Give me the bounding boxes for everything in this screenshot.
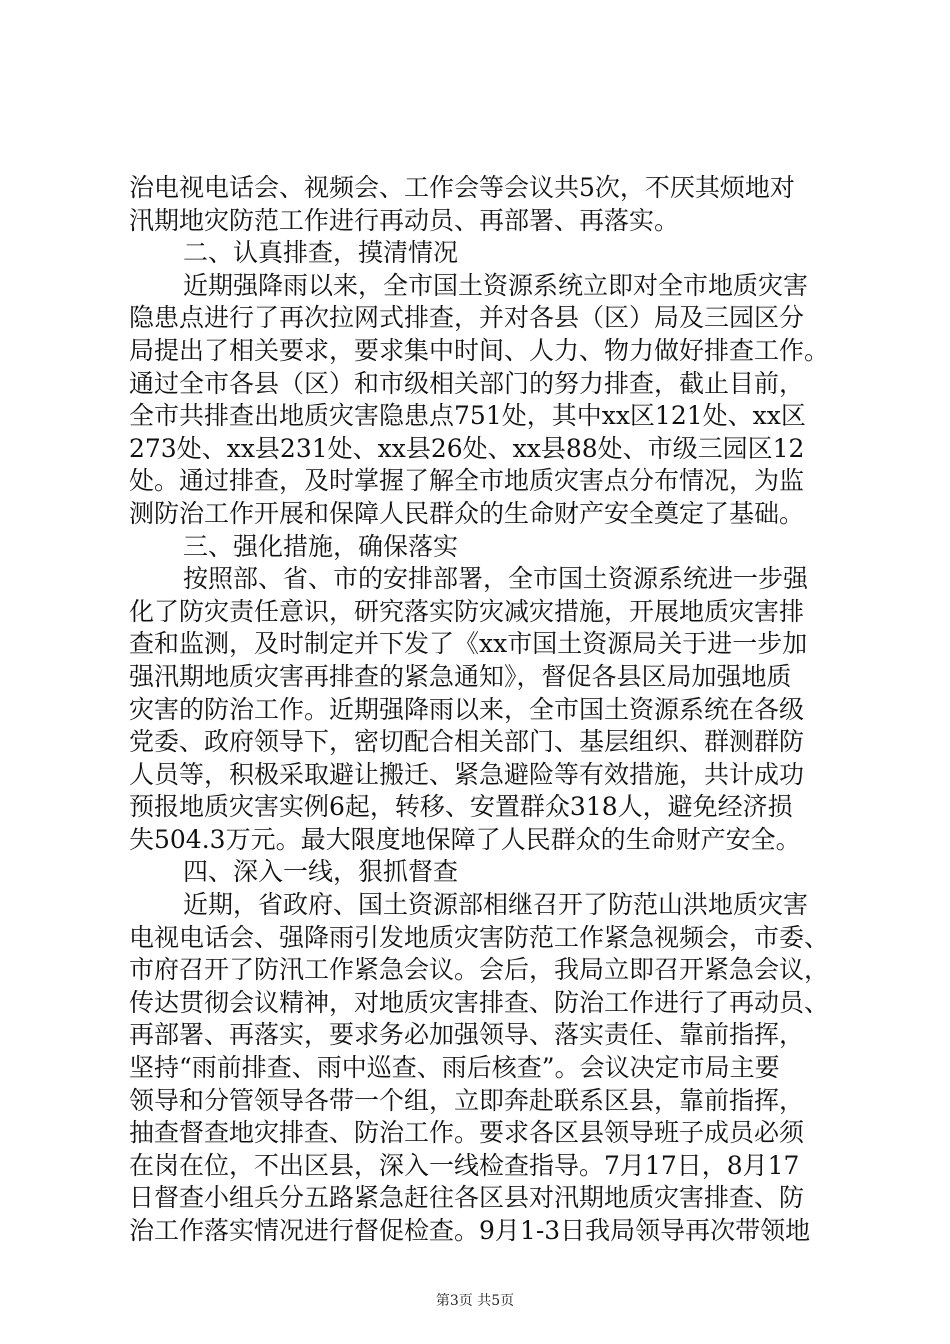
text-line: 通过全市各县（区）和市级相关部门的努力排查，截止目前，	[129, 368, 805, 398]
text-line: 查和监测，及时制定并下发了《xx市国土资源局关于进一步加	[129, 629, 808, 659]
text-line: 坚持“雨前排查、雨中巡查、雨后核查”。会议决定市局主要	[129, 1053, 780, 1083]
text-line: 人员等，积极采取避让搬迁、紧急避险等有效措施，共计成功	[129, 759, 805, 789]
text-line: 化了防灾责任意识，研究落实防灾减灾措施，开展地质灾害排	[129, 596, 805, 626]
text-line: 治电视电话会、视频会、工作会等会议共5次，不厌其烦地对	[129, 173, 795, 202]
page-footer: 第3页 共5页	[435, 1293, 515, 1309]
document-body	[129, 172, 834, 1248]
text-line: 局提出了相关要求，要求集中时间、人力、物力做好排查工作。	[129, 335, 830, 365]
text-line: 领导和分管领导各带一个组，立即奔赴联系区县，靠前指挥，	[129, 1085, 805, 1115]
text-line: 近期强降雨以来，全市国土资源系统立即对全市地质灾害	[183, 270, 809, 300]
text-line: 三、强化措施，确保落实	[183, 531, 459, 561]
text-line: 处。通过排查，及时掌握了解全市地质灾害点分布情况，为监	[129, 466, 805, 496]
text-line: 在岗在位，不出区县，深入一线检查指导。7月17日，8月17	[129, 1150, 800, 1180]
text-line: 电视电话会、强降雨引发地质灾害防范工作紧急视频会，市委、	[129, 922, 830, 952]
text-line: 党委、政府领导下，密切配合相关部门、基层组织、群测群防	[129, 727, 805, 757]
text-line: 抽查督查地灾排查、防治工作。要求各区县领导班子成员必须	[129, 1118, 805, 1148]
text-line: 预报地质灾害实例6起，转移、安置群众318人，避免经济损	[129, 792, 793, 822]
text-line: 灾害的防治工作。近期强降雨以来，全市国土资源系统在各级	[129, 694, 805, 724]
text-line: 隐患点进行了再次拉网式排查，并对各县（区）局及三园区分	[129, 303, 805, 333]
text-line: 测防治工作开展和保障人民群众的生命财产安全奠定了基础。	[129, 498, 805, 528]
text-line: 四、深入一线，狠抓督查	[183, 857, 459, 887]
text-line: 全市共排查出地质灾害隐患点751处，其中xx区121处、xx区	[129, 401, 806, 431]
text-line: 按照部、省、市的安排部署，全市国土资源系统进一步强	[183, 564, 809, 594]
text-line: 二、认真排查，摸清情况	[183, 238, 459, 268]
text-line: 传达贯彻会议精神，对地质灾害排查、防治工作进行了再动员、	[129, 987, 830, 1017]
text-line: 失504.3万元。最大限度地保障了人民群众的生命财产安全。	[129, 824, 801, 854]
text-line: 强汛期地质灾害再排查的紧急通知》，督促各县区局加强地质	[129, 661, 792, 691]
text-line: 日督查小组兵分五路紧急赶往各区县对汛期地质灾害排查、防	[129, 1183, 805, 1213]
text-line: 再部署、再落实，要求务必加强领导、落实责任、靠前指挥，	[129, 1020, 805, 1050]
text-line: 市府召开了防汛工作紧急会议。会后，我局立即召开紧急会议，	[129, 955, 830, 985]
text-line: 治工作落实情况进行督促检查。9月1-3日我局领导再次带领地	[129, 1216, 811, 1245]
text-line: 近期，省政府、国土资源部相继召开了防范山洪地质灾害	[183, 890, 809, 920]
text-line: 汛期地灾防范工作进行再动员、再部署、再落实。	[129, 205, 680, 235]
text-line: 273处、xx县231处、xx县26处、xx县88处、市级三园区12	[129, 433, 805, 463]
